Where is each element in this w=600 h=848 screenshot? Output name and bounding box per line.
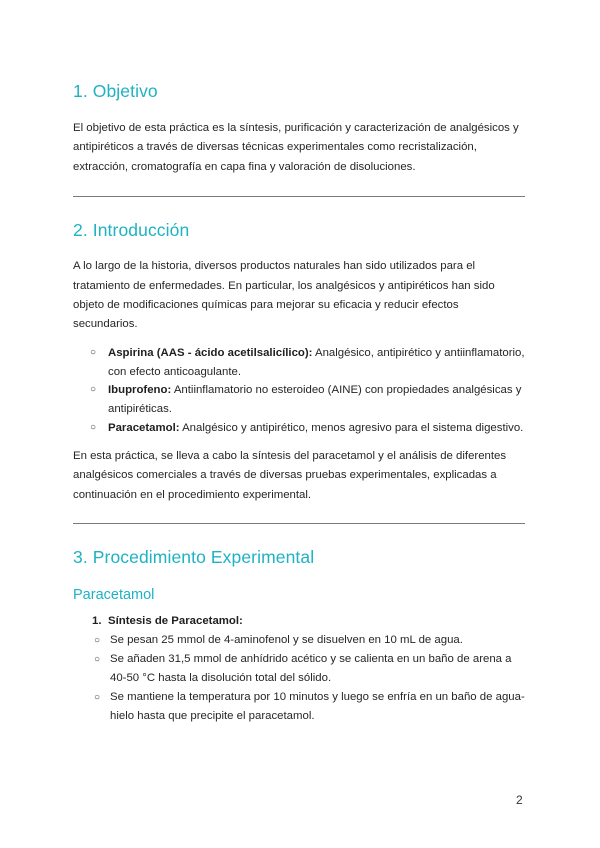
step-number: 1. (92, 615, 102, 628)
step-substeps (73, 631, 525, 726)
section-title-objetivo: 1. Objetivo (73, 81, 158, 101)
procedure-step (73, 612, 525, 726)
substep-text: Se añaden 31,5 mmol de anhídrido acético y se calienta en un baño de arena a 40-50 °C hasta la disolución total del sólido. (110, 653, 512, 685)
list-item (73, 344, 525, 382)
list-item (73, 419, 525, 438)
list-item-term: Aspirina (AAS - ácido acetilsalicílico): (108, 346, 313, 359)
introduccion-paragraph-1: A lo largo de la historia, diversos productos naturales han sido utilizados para el tratamiento de enfermedades. En particular, los analgésicos y antipiréticos han sido objeto de modificaciones químicas para mejorar su eficacia y reducir efectos secundarios. (73, 260, 495, 331)
list-item (73, 381, 525, 419)
section-divider (73, 523, 525, 524)
substep-text: Se mantiene la temperatura por 10 minutos y luego se enfría en un baño de agua-hielo hasta que precipite el paracetamol. (110, 691, 525, 723)
list-item-desc: Antiinflamatorio no esteroideo (AINE) con propiedades analgésicas y antipiréticas. (108, 384, 522, 416)
substep-text: Se pesan 25 mmol de 4-aminofenol y se disuelven en 10 mL de agua. (110, 634, 463, 647)
section-divider (73, 196, 525, 197)
list-item-term: Paracetamol: (108, 422, 180, 435)
bullet-circle-icon: ○ (94, 654, 101, 666)
page-content (73, 79, 525, 726)
step-title: Síntesis de Paracetamol: (108, 615, 243, 628)
page-number: 2 (516, 793, 523, 807)
analgesic-list (73, 344, 525, 438)
procedure-steps (73, 612, 525, 726)
section-title-introduccion: 2. Introducción (73, 220, 190, 241)
bullet-circle-icon: ○ (90, 384, 97, 396)
bullet-circle-icon: ○ (90, 422, 97, 434)
list-item-desc: Analgésico, antipirético y antiinflamatorio, con efecto anticoagulante. (108, 346, 525, 378)
bullet-circle-icon: ○ (90, 346, 97, 358)
subsection-title-paracetamol: Paracetamol (73, 587, 155, 604)
substep-item (73, 631, 525, 650)
list-item-desc: Analgésico y antipirético, menos agresivo para el sistema digestivo. (179, 422, 524, 435)
bullet-circle-icon: ○ (94, 635, 101, 647)
section-title-procedimiento: 3. Procedimiento Experimental (73, 547, 315, 568)
substep-item (73, 688, 525, 726)
bullet-circle-icon: ○ (94, 692, 101, 704)
list-item-term: Ibuprofeno: (108, 384, 172, 397)
substep-item (73, 650, 525, 688)
objetivo-paragraph: El objetivo de esta práctica es la síntesis, purificación y caracterización de analgésicos y antipiréticos a través de diversas técnicas experimentales como recristalización, extracción, cromatografía en capa fina y valoración de disoluciones. (73, 122, 519, 173)
introduccion-paragraph-2: En esta práctica, se lleva a cabo la síntesis del paracetamol y el análisis de diferentes analgésicos comerciales a través de diversas pruebas experimentales, explicadas a continuación en el procedimiento experimental. (73, 449, 507, 501)
